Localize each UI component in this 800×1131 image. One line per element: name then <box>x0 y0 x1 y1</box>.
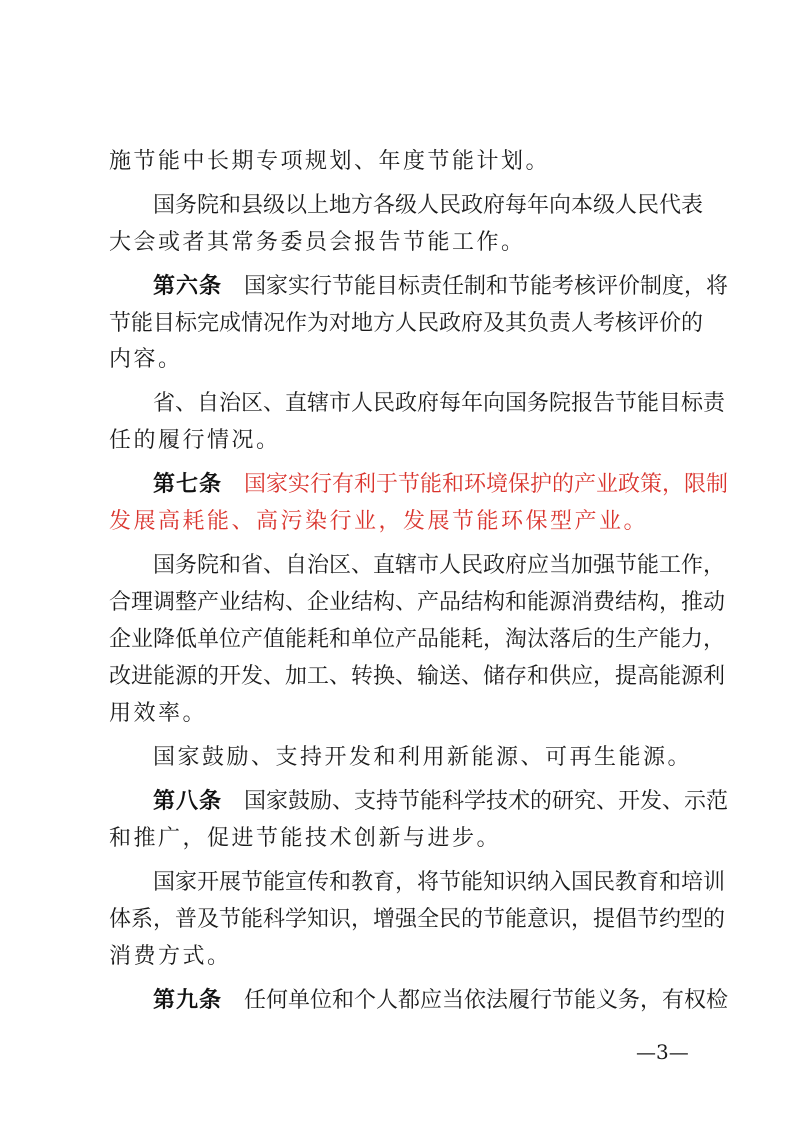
article-8-text: 国家鼓励、支持节能科学技术的研究、开发、示范 <box>244 789 729 814</box>
paragraph-line: 国务院和县级以上地方各级人民政府每年向本级人民代表 <box>153 193 704 218</box>
page-number: —3— <box>636 1040 689 1064</box>
article-9-text: 任何单位和个人都应当依法履行节能义务，有权检 <box>244 988 729 1013</box>
article-9-number: 第九条 <box>153 988 223 1013</box>
article-8-number: 第八条 <box>153 789 223 814</box>
paragraph-line: 任的履行情况。 <box>109 428 281 453</box>
article-9-line <box>153 987 729 1015</box>
paragraph-line: 合理调整产业结构、企业结构、产品结构和能源消费结构，推动 <box>109 590 726 615</box>
highlighted-paragraph-line: 发展高耗能、高污染行业，发展节能环保型产业。 <box>109 509 649 534</box>
paragraph-line: 内容。 <box>109 347 183 372</box>
paragraph-line: 国家开展节能宣传和教育，将节能知识纳入国民教育和培训 <box>153 870 726 895</box>
paragraph-line: 国务院和省、自治区、直辖市人民政府应当加强节能工作， <box>153 553 726 578</box>
paragraph-line: 和推广，促进节能技术创新与进步。 <box>109 826 502 851</box>
paragraph-line: 消费方式。 <box>109 944 232 969</box>
paragraph-line: 改进能源的开发、加工、转换、输送、储存和供应，提高能源利 <box>109 664 726 689</box>
article-7-text-highlighted: 国家实行有利于节能和环境保护的产业政策，限制 <box>244 472 729 497</box>
article-6-line <box>153 273 729 301</box>
article-7-number: 第七条 <box>153 472 223 497</box>
article-6-number: 第六条 <box>153 274 223 299</box>
article-8-line <box>153 788 729 816</box>
article-7-line <box>153 471 729 499</box>
paragraph-line: 国家鼓励、支持开发和利用新能源、可再生能源。 <box>153 745 693 770</box>
article-6-text: 国家实行节能目标责任制和节能考核评价制度，将 <box>244 274 729 299</box>
paragraph-line: 大会或者其常务委员会报告节能工作。 <box>109 230 526 255</box>
paragraph-line: 省、自治区、直辖市人民政府每年向国务院报告节能目标责 <box>153 391 726 416</box>
paragraph-line: 企业降低单位产值能耗和单位产品能耗，淘汰落后的生产能力， <box>109 627 726 652</box>
paragraph-line: 节能目标完成情况作为对地方人民政府及其负责人考核评价的 <box>109 311 704 336</box>
paragraph-line: 用效率。 <box>109 701 208 726</box>
paragraph-line: 体系，普及节能科学知识，增强全民的节能意识，提倡节约型的 <box>109 907 726 932</box>
paragraph-line: 施节能中长期专项规划、年度节能计划。 <box>109 149 551 174</box>
